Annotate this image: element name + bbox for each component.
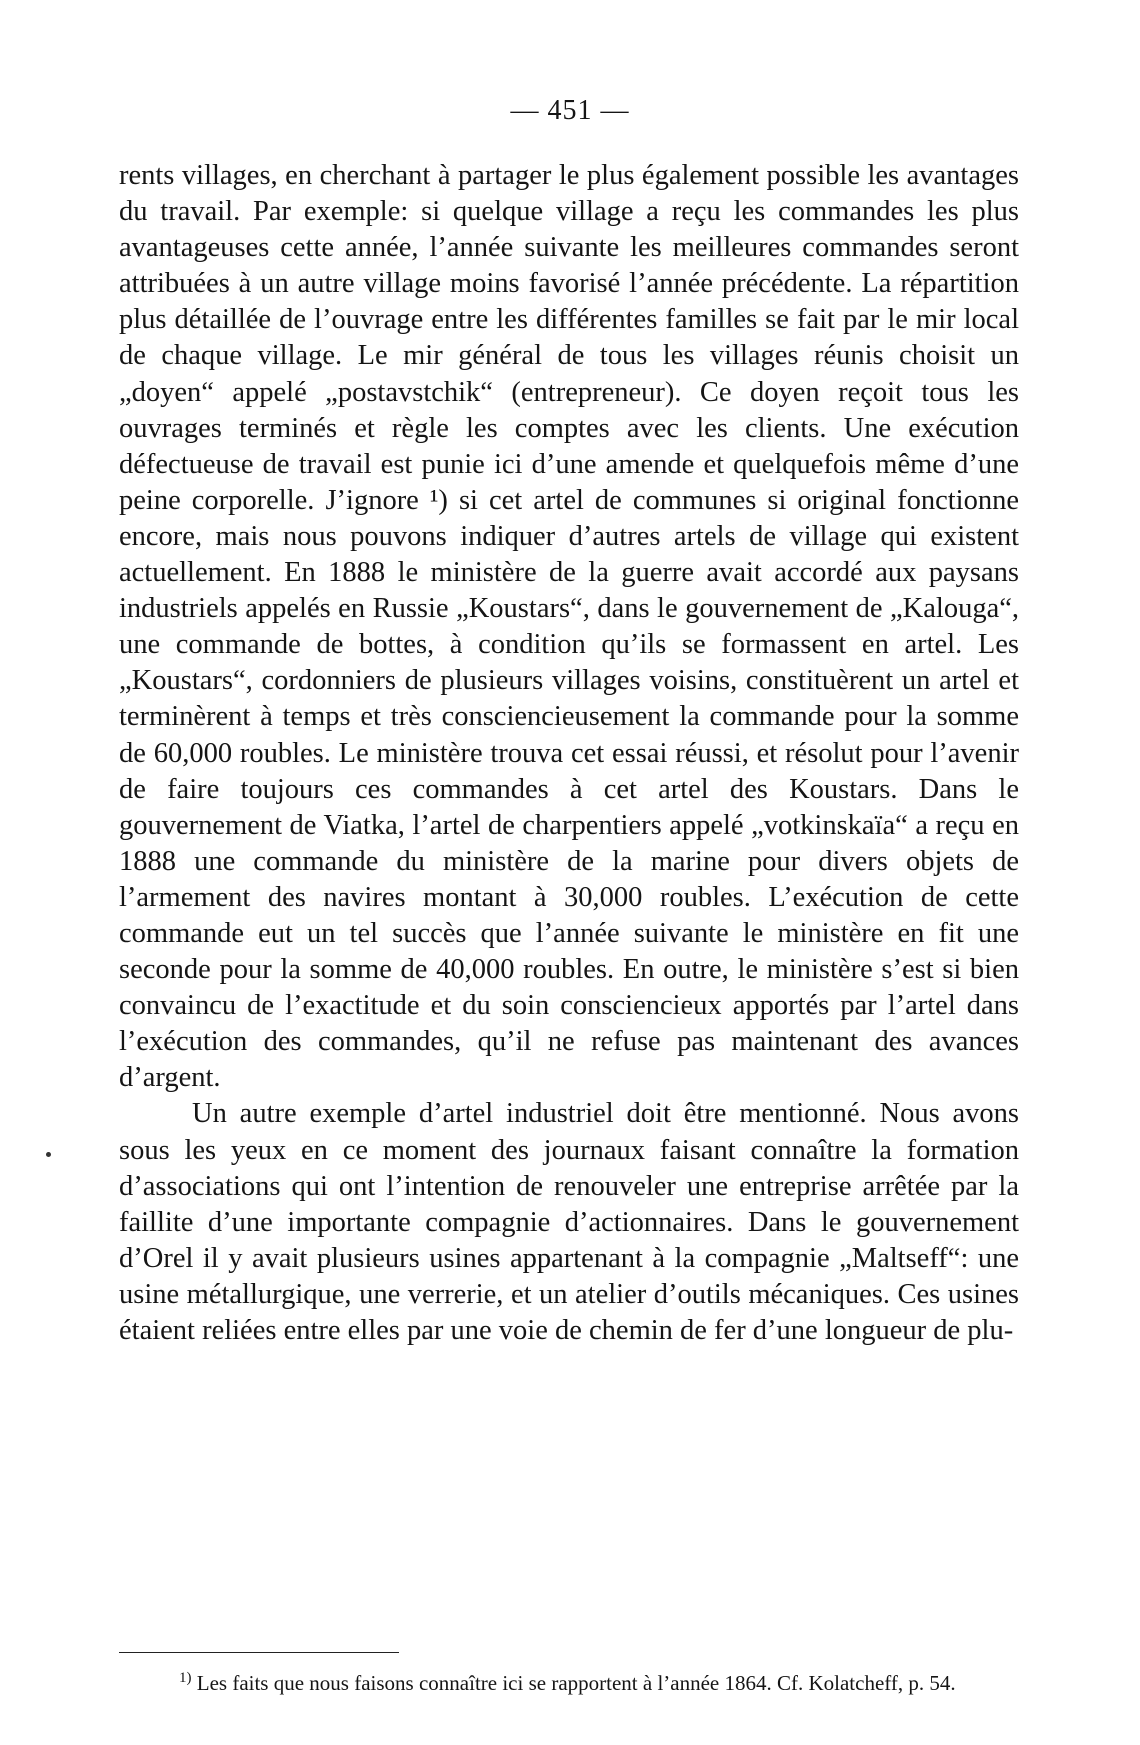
print-speck-dot [46,1152,51,1157]
footnote-marker: 1) [179,1670,192,1686]
main-text [119,158,1019,1349]
footnote [119,1668,1019,1698]
page-number: — 451 — [510,95,630,126]
footnote-rule [119,1652,399,1653]
footnote-text: Les faits que nous faisons connaître ici se rapportent à l’année 1864. Cf. Kolatcheff, p. 54. [196,1671,956,1695]
paragraph-2: Un autre exemple d’artel industriel doit être mentionné. Nous avons sous les yeux en ce moment des journaux faisant connaître la formation d’associations qui ont l’intention de renouveler une entreprise arrêtée par la faillite d’une importante compagnie d’actionnaires. Dans le gouvernement d’Orel il y avait plusieurs usines appartenant à la compagnie „Maltseff“: une usine métallurgique, une verrerie, et un atelier d’outils mécaniques. Ces usines étaient reliées entre elles par une voie de chemin de fer d’une longueur de plu- [119,1098,1019,1346]
paragraph-1: rents villages, en cherchant à partager le plus également possible les avantages du travail. Par exemple: si quelque village a reçu les commandes les plus avantageuses cette année, l’année suivante les meilleures commandes seront attribuées à un autre village moins favorisé l’année précédente. La répartition plus détaillée de l’ouvrage entre les différentes familles se fait par le mir local de chaque village. Le mir général de tous les villages réunis choisit un „doyen“ appelé „postavstchik“ (entrepreneur). Ce doyen reçoit tous les ouvrages terminés et règle les comptes avec les clients. Une exécution défectueuse de travail est punie ici d’une amende et quelquefois même d’une peine corporelle. J’ignore ¹) si cet artel de communes si original fonctionne encore, mais nous pouvons indiquer d’autres artels de village qui existent actuellement. En 1888 le ministère de la guerre avait accordé aux paysans industriels appelés en Russie „Koustars“, dans le gouvernement de „Kalouga“, une commande de bottes, à condition qu’ils se formassent en artel. Les „Koustars“, cordonniers de plusieurs villages voisins, constituèrent un artel et terminèrent à temps et très consciencieusement la commande pour la somme de 60,000 roubles. Le ministère trouva cet essai réussi, et résolut pour l’avenir de faire toujours ces commandes à cet artel des Koustars. Dans le gouvernement de Viatka, l’artel de charpentiers appelé „votkinskaïa“ a reçu en 1888 une commande du ministère de la marine pour divers objets de l’armement des navires montant à 30,000 roubles. L’exécution de cette commande eut un tel succès que l’année suivante le ministère en fit une seconde pour la somme de 40,000 roubles. En outre, le ministère s’est si bien convaincu de l’exactitude et du soin consciencieux apportés par l’artel dans l’exécution des commandes, qu’il ne refuse pas maintenant des avances d’argent. [119,160,1019,1094]
